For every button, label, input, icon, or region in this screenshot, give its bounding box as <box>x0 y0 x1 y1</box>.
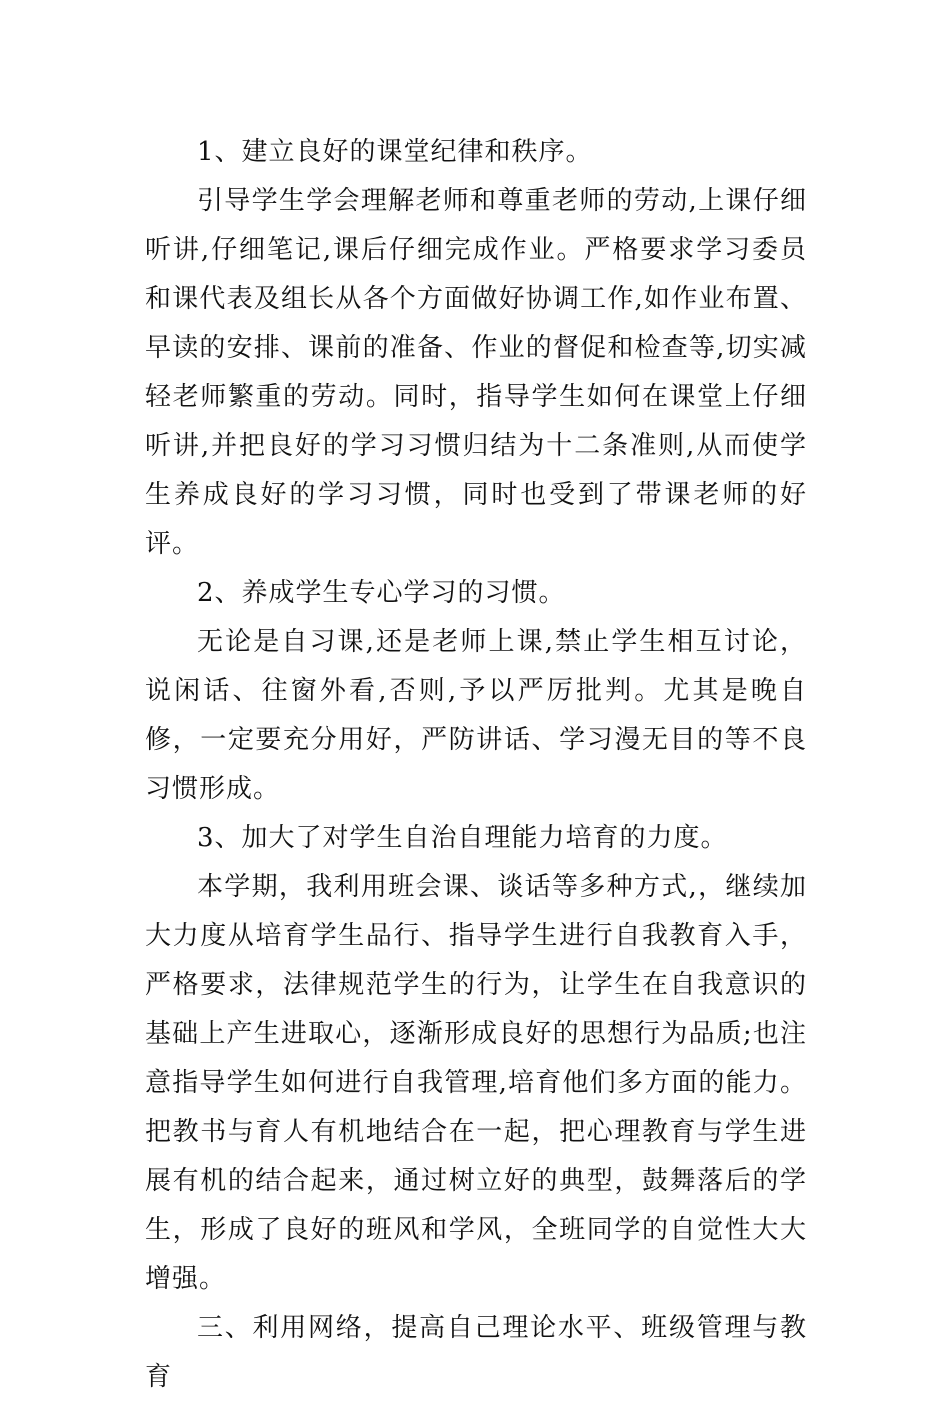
paragraph-focus-habits: 无论是自习课,还是老师上课,禁止学生相互讨论，说闲话、往窗外看,否则,予以严厉批判。尤其是晚自修，一定要充分用好，严防讲话、学习漫无目的等不良习惯形成。 <box>145 627 807 804</box>
section-heading-network: 三、利用网络，提高自己理论水平、班级管理与教育 <box>145 1313 807 1392</box>
paragraph-classroom-discipline: 引导学生学会理解老师和尊重老师的劳动,上课仔细听讲,仔细笔记,课后仔细完成作业。严格要求学习委员和课代表及组长从各个方面做好协调工作,如作业布置、早读的安排、课前的准备、作业的督促和检查等,切实减轻老师繁重的劳动。同时，指导学生如何在课堂上仔细听讲,并把良好的学习习惯归结为十二条准则,从而使学生养成良好的学习习惯，同时也受到了带课老师的好评。 <box>145 186 807 559</box>
section-heading-2: 2、养成学生专心学习的习惯。 <box>197 578 566 608</box>
paragraph-self-management: 本学期，我利用班会课、谈话等多种方式,，继续加大力度从培育学生品行、指导学生进行自我教育入手，严格要求，法律规范学生的行为，让学生在自我意识的基础上产生进取心，逐渐形成良好的思想行为品质;也注意指导学生如何进行自我管理,培育他们多方面的能力。 把教书与育人有机地结合在一起，把心理教育与学生进展有机的结合起来，通过树立好的典型，鼓舞落后的学生，形成了良好的班风和学风，全班同学的自觉性大大增强。 <box>145 872 807 1294</box>
document-body <box>145 128 807 1402</box>
section-heading-1: 1、建立良好的课堂纪律和秩序。 <box>197 137 593 167</box>
section-heading-3: 3、加大了对学生自治自理能力培育的力度。 <box>197 823 728 853</box>
